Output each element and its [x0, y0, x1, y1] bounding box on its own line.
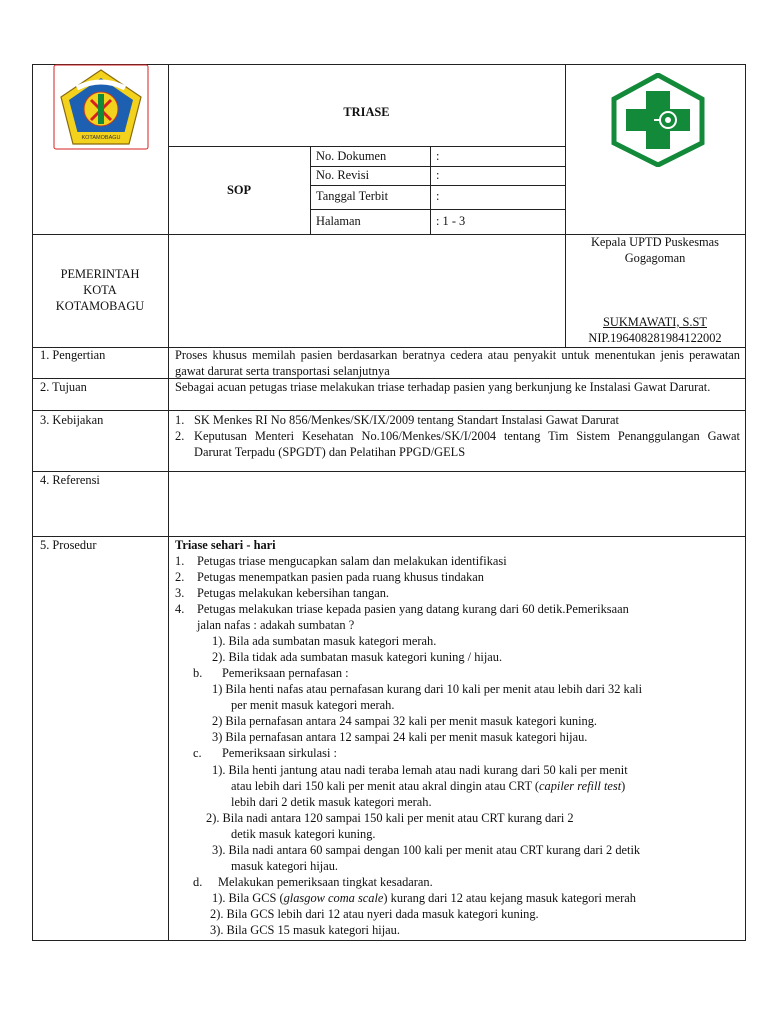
title-divider	[168, 146, 565, 147]
doc-field-value: :	[436, 189, 440, 203]
sub-title: Melakukan pemeriksaan tingkat kesadaran.	[218, 875, 433, 889]
gcs-text: ) kurang dari 12 atau kejang masuk kategori merah	[383, 891, 636, 905]
breathing-criterion-cont: per menit masuk kategori merah.	[231, 698, 395, 712]
doc-field-value: : 1 - 3	[436, 214, 466, 228]
circ-text: )	[621, 779, 626, 793]
row-line	[32, 471, 746, 472]
prosedur-step: Petugas menempatkan pasien pada ruang khusus tindakan	[197, 570, 484, 584]
gcs-text: 1). Bila GCS (	[212, 891, 284, 905]
doc-field-divider	[310, 146, 311, 235]
circulation-criterion: 3). Bila nadi antara 60 sampai dengan 100 kali per menit atau CRT kurang dari 2 detik	[212, 843, 641, 857]
breathing-criterion: 1) Bila henti nafas atau pernafasan kurang dari 10 kali per menit atau lebih dari 32 kali	[212, 682, 643, 696]
airway-criterion: 1). Bila ada sumbatan masuk kategori merah.	[212, 634, 437, 648]
consciousness-criterion: 3). Bila GCS 15 masuk kategori hijau.	[210, 923, 400, 937]
prosedur-step-cont: jalan nafas : adakah sumbatan ?	[197, 618, 355, 632]
prosedur-heading: Triase sehari - hari	[175, 538, 276, 552]
sub-title: Pemeriksaan sirkulasi :	[222, 746, 337, 760]
approver-title: Gogagoman	[624, 251, 686, 265]
approver-title: Kepala UPTD Puskesmas	[590, 235, 720, 249]
prosedur-step: Petugas melakukan kebersihan tangan.	[197, 586, 389, 600]
sub-label: b.	[193, 666, 203, 680]
doc-field-label: No. Revisi	[316, 168, 370, 182]
list-number: 2.	[175, 429, 185, 443]
sub-title: Pemeriksaan pernafasan :	[222, 666, 349, 680]
org-line: KOTA	[83, 283, 117, 297]
doc-field-value: :	[436, 168, 440, 182]
pengertian-text: Proses khusus memilah pasien berdasarkan beratnya cedera atau penyakit untuk menentukan jenis perawatan gawat darurat serta transportasi selanjutnya	[175, 348, 740, 378]
signer-name: SUKMAWATI, S.ST	[603, 315, 707, 329]
logo-lettering: KOTAMOBAGU	[81, 135, 121, 141]
kotamobagu-crest-logo	[53, 64, 149, 152]
document-title: TRIASE	[343, 105, 390, 119]
puskesmas-logo	[610, 73, 706, 167]
consciousness-criterion: 2). Bila GCS lebih dari 12 atau nyeri dada masuk kategori kuning.	[210, 907, 539, 921]
sub-label: d.	[193, 875, 203, 889]
circulation-criterion-cont: masuk kategori hijau.	[231, 859, 339, 873]
prosedur-step: Petugas melakukan triase kepada pasien yang datang kurang dari 60 detik.Pemeriksaan	[197, 602, 629, 616]
org-line: PEMERINTAH	[60, 267, 140, 281]
circ-text: atau lebih dari 150 kali per menit atau akral dingin atau CRT (	[231, 779, 540, 793]
doc-field-label: No. Dokumen	[316, 149, 387, 163]
org-line: KOTAMOBAGU	[55, 299, 145, 313]
section-label-referensi: 4. Referensi	[40, 473, 100, 487]
airway-criterion: 2). Bila tidak ada sumbatan masuk kategori kuning / hijau.	[212, 650, 503, 664]
sop-label: SOP	[226, 183, 252, 197]
circulation-criterion: 1). Bila henti jantung atau nadi teraba lemah atau nadi kurang dari 50 kali per menit	[212, 763, 628, 777]
gcs-italic: glasgow coma scale	[283, 891, 384, 905]
doc-field-value: :	[436, 149, 440, 163]
doc-row-line	[310, 209, 565, 210]
sub-label: c.	[193, 746, 202, 760]
circulation-criterion: 2). Bila nadi antara 120 sampai 150 kali per menit atau CRT kurang dari 2	[206, 811, 574, 825]
list-number: 1.	[175, 413, 185, 427]
breathing-criterion: 2) Bila pernafasan antara 24 sampai 32 kali per menit masuk kategori kuning.	[212, 714, 598, 728]
signer-nip: NIP.196408281984122002	[588, 331, 722, 345]
doc-field-label: Halaman	[316, 214, 361, 228]
circ-italic: capiler refill test	[539, 779, 622, 793]
list-number: 4.	[175, 602, 185, 616]
section-label-tujuan: 2. Tujuan	[40, 380, 87, 394]
list-number: 3.	[175, 586, 185, 600]
section-label-prosedur: 5. Prosedur	[40, 538, 97, 552]
tujuan-text: Sebagai acuan petugas triase melakukan triase terhadap pasien yang berkunjung ke Instalasi Gawat Darurat.	[175, 380, 711, 394]
section-label-pengertian: 1. Pengertian	[40, 348, 106, 362]
list-number: 2.	[175, 570, 185, 584]
section-label-kebijakan: 3. Kebijakan	[40, 413, 104, 427]
prosedur-step: Petugas triase mengucapkan salam dan melakukan identifikasi	[197, 554, 507, 568]
doc-field-label: Tanggal Terbit	[316, 189, 389, 203]
border-right	[745, 64, 746, 941]
kebijakan-item: SK Menkes RI No 856/Menkes/SK/IX/2009 tentang Standart Instalasi Gawat Darurat	[194, 413, 619, 427]
list-number: 1.	[175, 554, 185, 568]
border-left	[32, 64, 33, 941]
circulation-criterion-cont: lebih dari 2 detik masuk kategori merah.	[231, 795, 432, 809]
consciousness-criterion	[212, 890, 636, 906]
header-right-divider	[565, 64, 566, 348]
breathing-criterion: 3) Bila pernafasan antara 12 sampai 24 kali per menit masuk kategori hijau.	[212, 730, 588, 744]
circulation-criterion-cont: detik masuk kategori kuning.	[231, 827, 376, 841]
row-line	[32, 536, 746, 537]
border-bottom	[32, 940, 746, 941]
doc-row-line	[310, 185, 565, 186]
doc-value-divider	[430, 146, 431, 235]
kebijakan-item: Keputusan Menteri Kesehatan No.106/Menkes/SK/I/2004 tentang Tim Sistem Penanggulangan Gawat Darurat Terpadu (SPGDT) dan Pelatihan PPGD/GELS	[194, 429, 740, 459]
circulation-criterion-cont	[231, 778, 625, 794]
row-line	[32, 410, 746, 411]
